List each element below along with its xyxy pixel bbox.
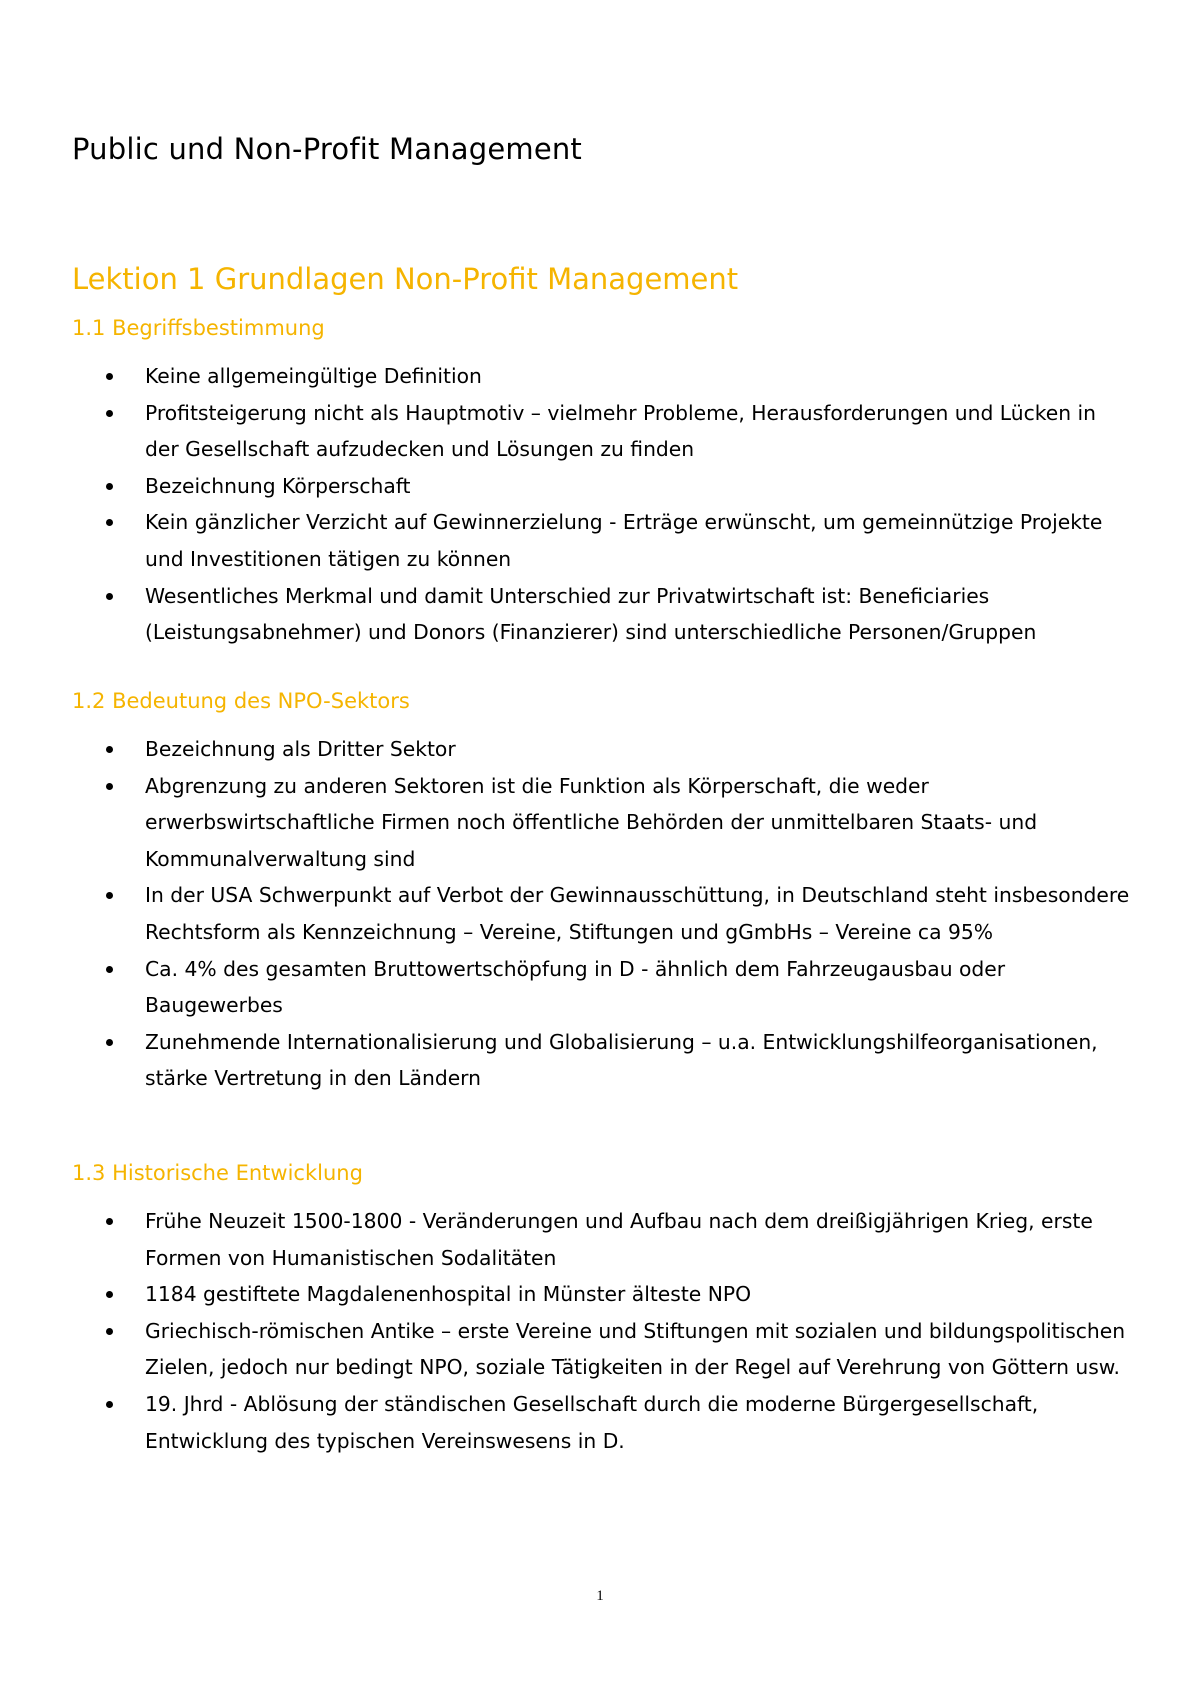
list-item	[72, 358, 1132, 395]
list-item-text: 19. Jhrd - Ablösung der ständischen Gesellschaft durch die moderne Bürgergesellschaft, Entwicklung des typischen Vereinswesens in D.	[145, 1391, 1039, 1453]
list-item	[72, 1203, 1132, 1276]
list-item	[72, 1276, 1132, 1313]
bullet-icon	[106, 593, 113, 600]
list-item	[72, 395, 1132, 468]
bullet-icon	[106, 1039, 113, 1046]
list-item	[72, 877, 1132, 950]
list-item	[72, 1386, 1132, 1459]
bullet-list	[72, 1203, 1132, 1459]
list-item	[72, 504, 1132, 577]
list-item	[72, 1024, 1132, 1097]
bullet-list	[72, 731, 1132, 1097]
list-item	[72, 578, 1132, 651]
bullet-icon	[106, 373, 113, 380]
list-item-text: Abgrenzung zu anderen Sektoren ist die Funktion als Körperschaft, die weder erwerbswirtschaftliche Firmen noch öffentliche Behörden der unmittelbaren Staats- und Kommunalverwaltung sind	[145, 773, 1038, 871]
bullet-icon	[106, 783, 113, 790]
section-bedeutung-npo-sektor	[72, 686, 1132, 1097]
bullet-icon	[106, 519, 113, 526]
bullet-icon	[106, 1401, 113, 1408]
bullet-icon	[106, 966, 113, 973]
section-heading: 1.1 Begriffsbestimmung	[72, 316, 325, 340]
section-historische-entwicklung	[72, 1158, 1132, 1459]
list-item-text: Frühe Neuzeit 1500-1800 - Veränderungen und Aufbau nach dem dreißigjährigen Krieg, erste Formen von Humanistischen Sodalitäten	[145, 1209, 1093, 1270]
list-item-text: Bezeichnung Körperschaft	[145, 473, 411, 498]
bullet-icon	[106, 746, 113, 753]
list-item	[72, 731, 1132, 768]
list-item	[72, 468, 1132, 505]
list-item-text: 1184 gestiftete Magdalenenhospital in Münster älteste NPO	[145, 1282, 752, 1307]
bullet-icon	[106, 1218, 113, 1225]
list-item-text: Profitsteigerung nicht als Hauptmotiv – vielmehr Probleme, Herausforderungen und Lücken in der Gesellschaft aufzudecken und Lösungen zu finden	[145, 400, 1097, 462]
document-title: Public und Non-Profit Management	[72, 132, 583, 166]
section-heading: 1.2 Bedeutung des NPO-Sektors	[72, 689, 410, 713]
bullet-icon	[106, 1291, 113, 1298]
list-item-text: Wesentliches Merkmal und damit Unterschied zur Privatwirtschaft ist: Beneficiaries (Leistungsabnehmer) und Donors (Finanzierer) sind unterschiedliche Personen/Gruppen	[145, 583, 1037, 645]
list-item-text: Kein gänzlicher Verzicht auf Gewinnerzielung - Erträge erwünscht, um gemeinnützige Projekte und Investitionen tätigen zu können	[145, 510, 1103, 571]
bullet-icon	[106, 892, 113, 899]
list-item-text: Bezeichnung als Dritter Sektor	[145, 737, 456, 761]
bullet-icon	[106, 483, 113, 490]
bullet-icon	[106, 1328, 113, 1335]
bullet-icon	[106, 410, 113, 417]
list-item	[72, 1313, 1132, 1386]
section-heading: 1.3 Historische Entwicklung	[72, 1161, 363, 1185]
list-item-text: Keine allgemeingültige Definition	[145, 364, 482, 388]
list-item-text: In der USA Schwerpunkt auf Verbot der Gewinnausschüttung, in Deutschland steht insbesondere Rechtsform als Kennzeichnung – Vereine, Stiftungen und gGmbHs – Vereine ca 95%	[145, 883, 1130, 944]
list-item-text: Griechisch-römischen Antike – erste Vereine und Stiftungen mit sozialen und bildungspolitischen Zielen, jedoch nur bedingt NPO, soziale Tätigkeiten in der Regel auf Verehrung von Göttern usw.	[145, 1318, 1126, 1380]
section-begriffsbestimmung	[72, 313, 1132, 651]
page-number: 1	[596, 1588, 604, 1604]
list-item	[72, 951, 1132, 1024]
lesson-title: Lektion 1 Grundlagen Non-Profit Management	[72, 262, 739, 296]
list-item	[72, 768, 1132, 878]
list-item-text: Zunehmende Internationalisierung und Globalisierung – u.a. Entwicklungshilfeorganisationen, stärke Vertretung in den Ländern	[145, 1029, 1098, 1091]
bullet-list	[72, 358, 1132, 651]
list-item-text: Ca. 4% des gesamten Bruttowertschöpfung in D - ähnlich dem Fahrzeugausbau oder Baugewerbes	[145, 956, 1006, 1018]
